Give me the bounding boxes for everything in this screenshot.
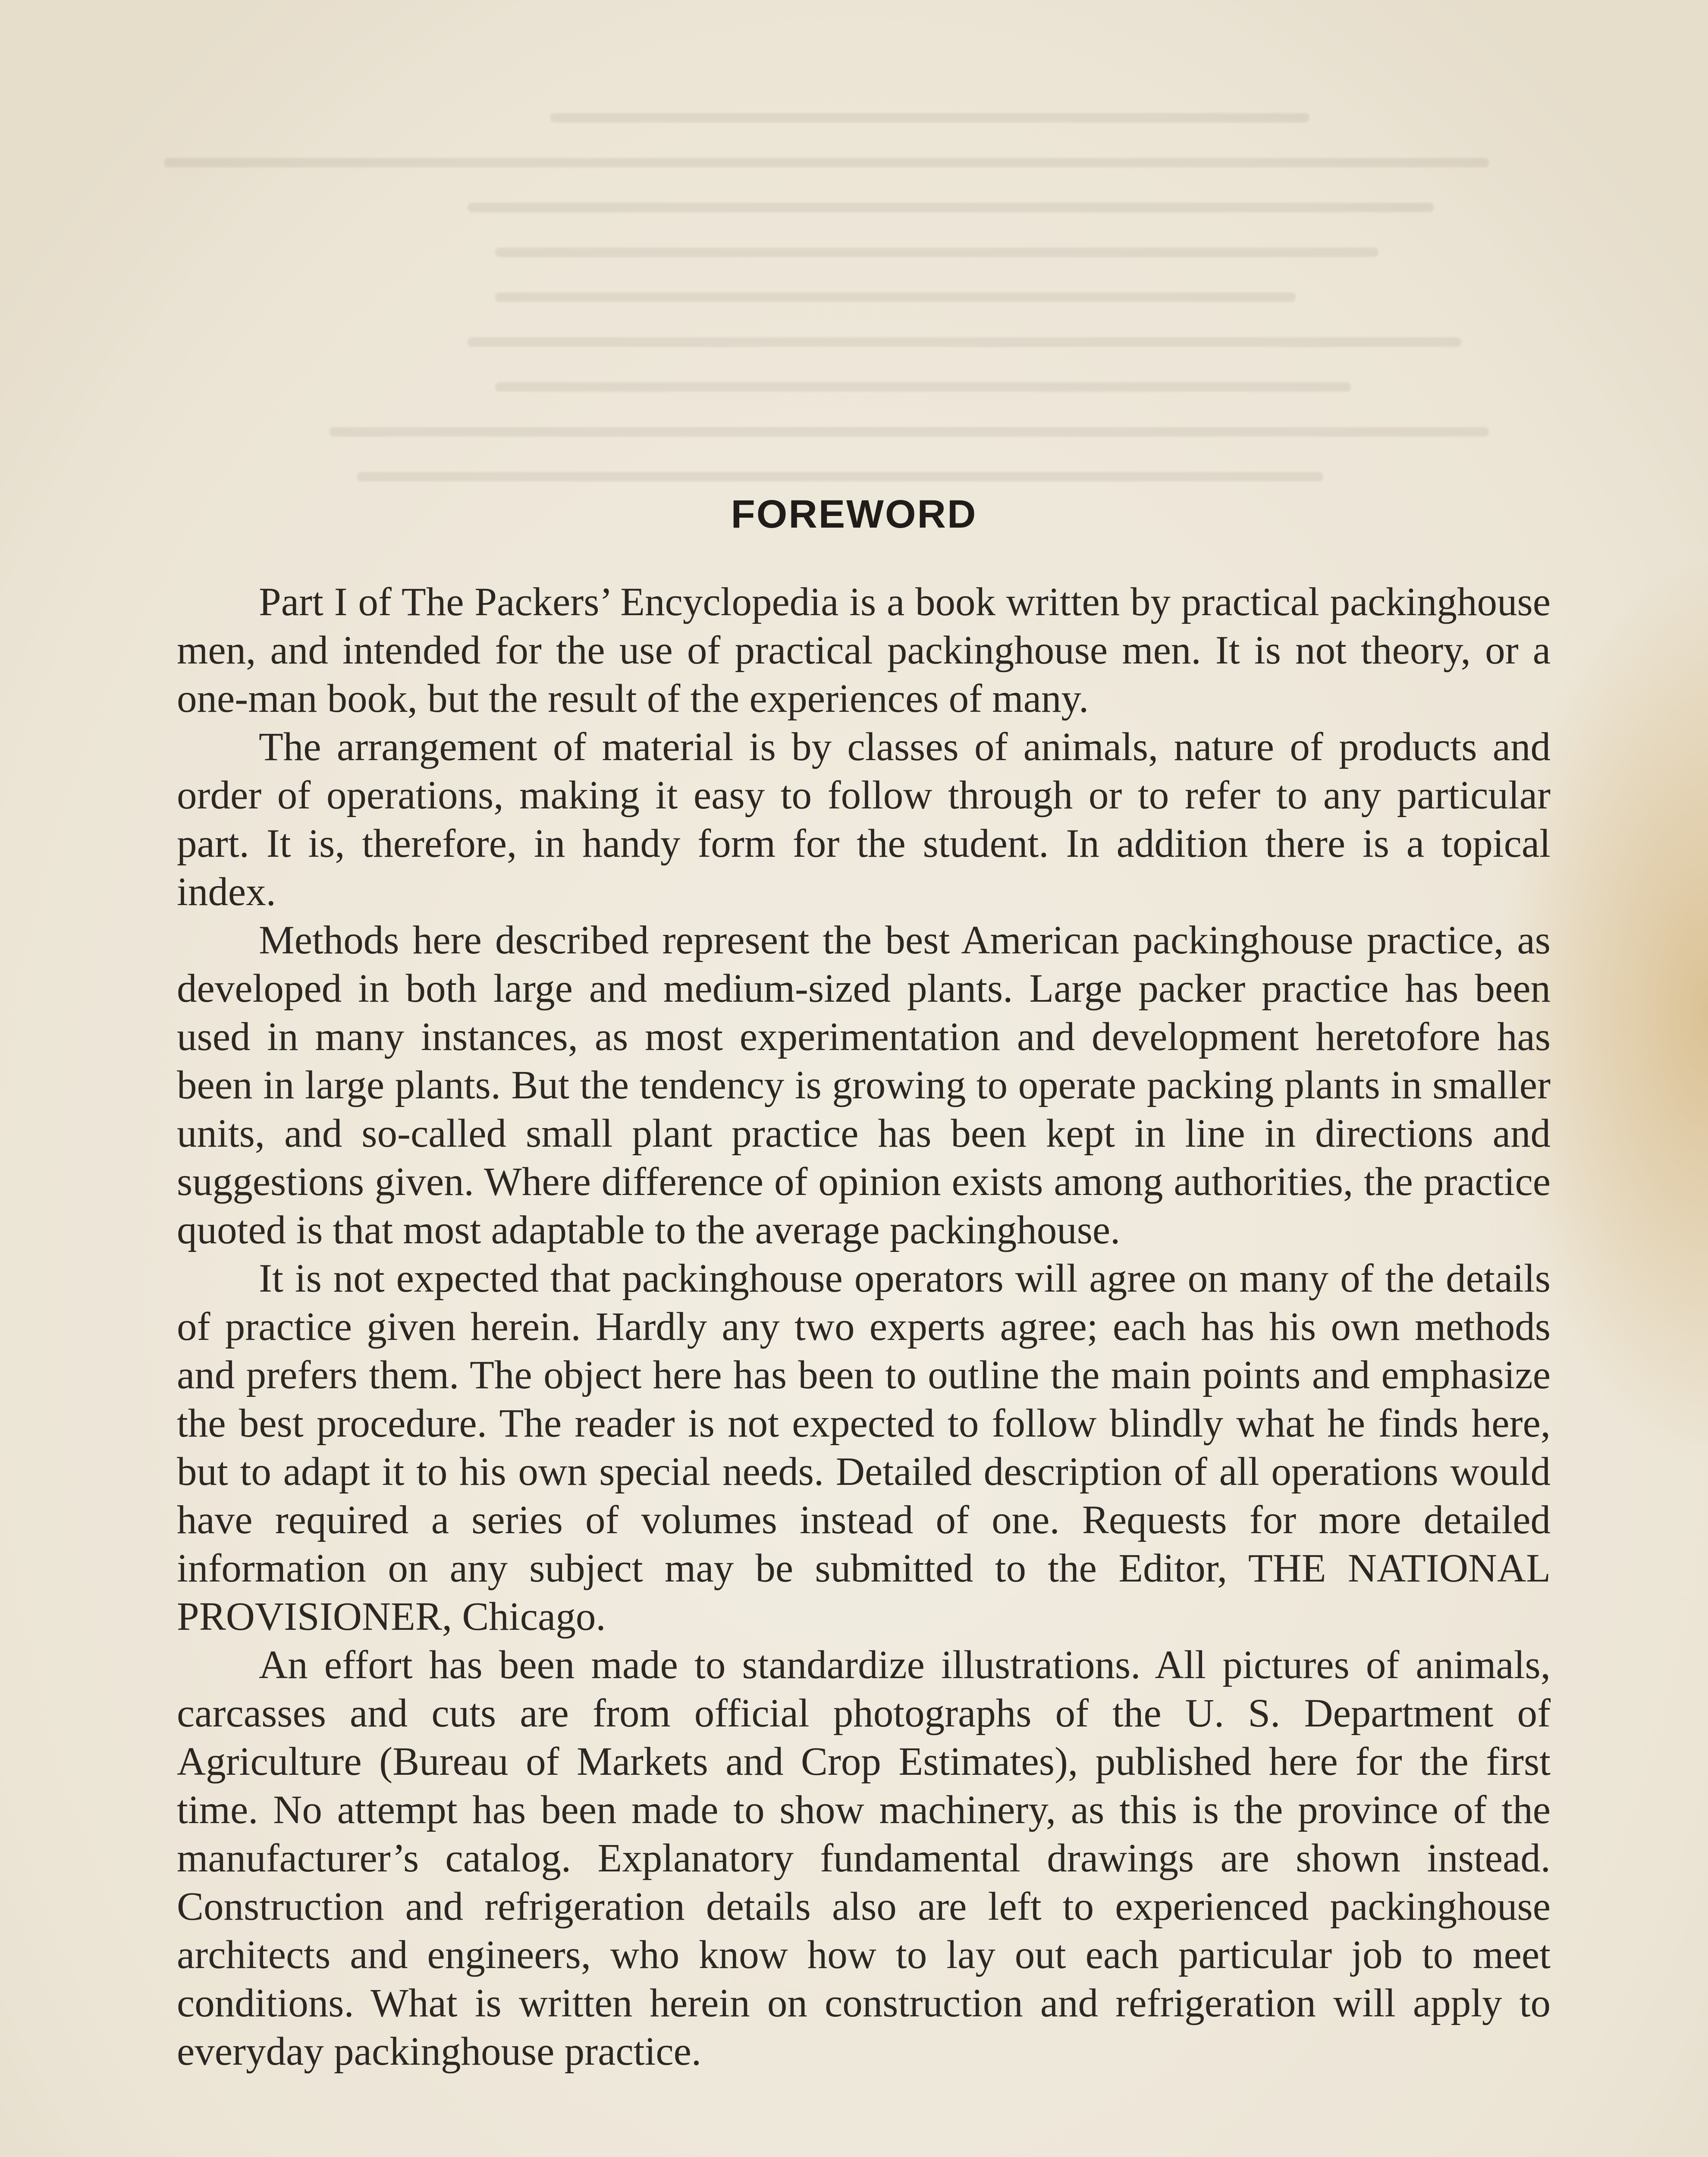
page-heading: FOREWORD (731, 492, 977, 536)
paragraph: It is not expected that packinghouse operators will agree on many of the details of practice given herein. Hardly any two experts agree; each has his own methods and prefers them. The object here has been to outline the main points and emphasize the best procedure. The reader is not expected to follow blindly what he finds here, but to adapt it to his own special needs. Detailed description of all operations would have required a series of volumes instead of one. Requests for more detailed information on any subject may be submitted to the Editor, THE NATIONAL PROVISIONER, Chicago. (177, 1256, 1551, 1639)
paragraph: Methods here described represent the best American packinghouse practice, as developed in both large and medium-sized plants. Large packer practice has been used in many instances, as most experimentation and development heretofore has been in large plants. But the tendency is growing to operate packing plants in smaller units, and so-called small plant practice has been kept in line in directions and suggestions given. Where difference of opinion exists among authorities, the practice quoted is that most adaptable to the average packinghouse. (177, 918, 1551, 1252)
foreword-body (177, 578, 1551, 2076)
show-through-text (164, 78, 1544, 638)
paragraph: Part I of The Packers’ Encyclopedia is a book written by practical packinghouse men, and intended for the use of practical packinghouse men. It is not theory, or a one-man book, but the result of the experiences of many. (177, 580, 1551, 721)
paragraph: An effort has been made to standardize illustrations. All pictures of animals, carcasses and cuts are from official photographs of the U. S. Department of Agriculture (Bureau of Markets and Crop Estimates), published here for the first time. No attempt has been made to show machinery, as this is the province of the manufacturer’s catalog. Explanatory fundamental drawings are shown instead. Construction and refrigeration details also are left to experienced packinghouse architects and engineers, who know how to lay out each particular job to meet conditions. What is written herein on construction and refrigeration will apply to everyday packinghouse practice. (177, 1643, 1551, 2074)
paragraph: The arrangement of material is by classes of animals, nature of products and order of operations, making it easy to follow through or to refer to any particular part. It is, therefore, in handy form for the student. In addition there is a topical index. (177, 725, 1551, 914)
